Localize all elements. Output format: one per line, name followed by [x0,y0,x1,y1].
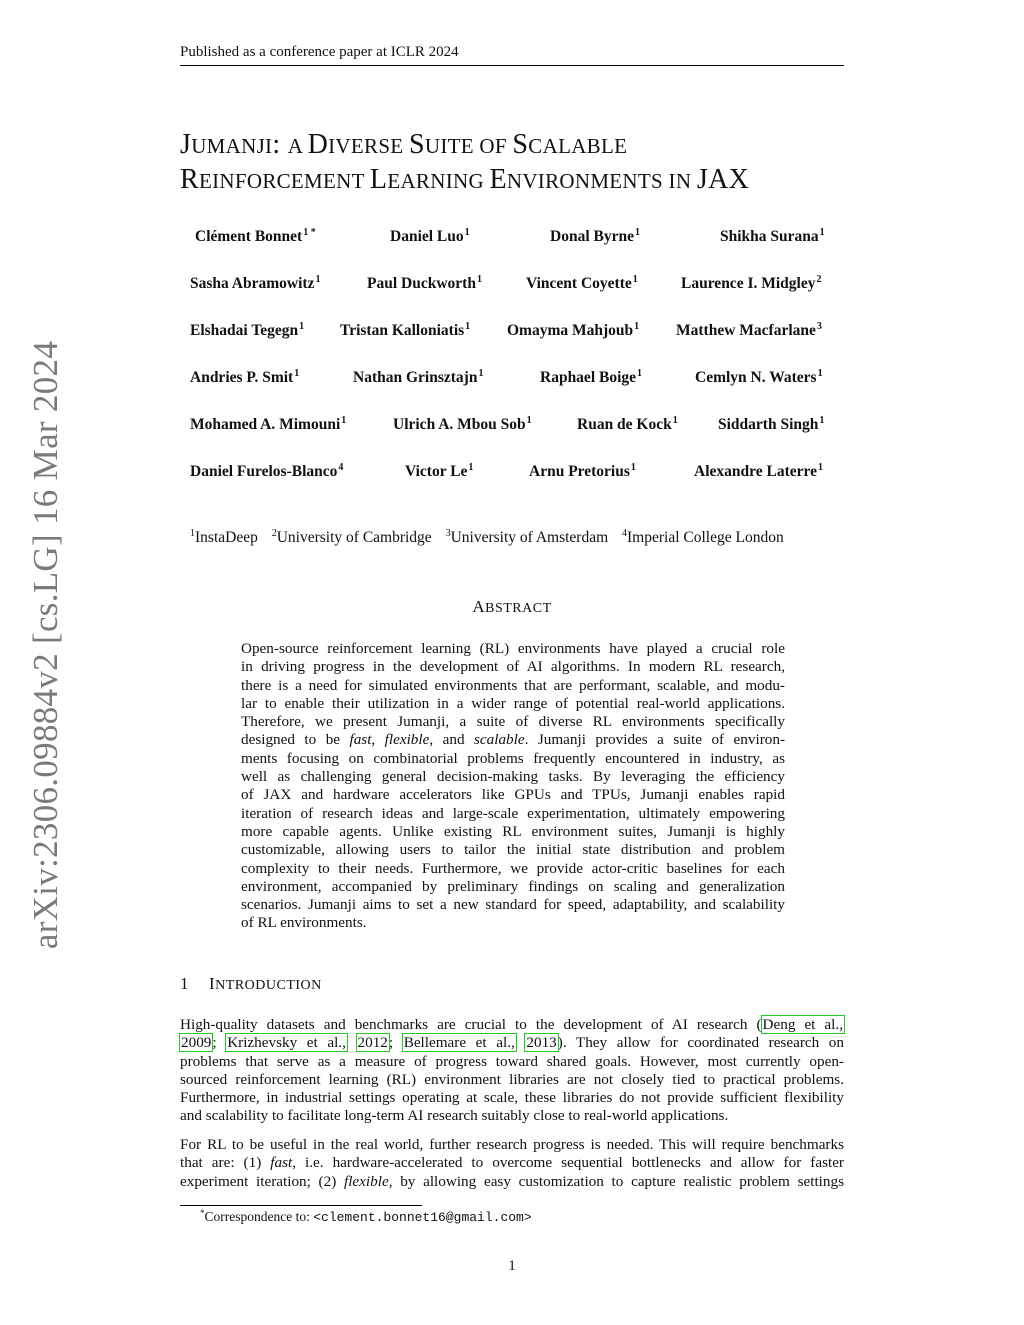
citation-link-krizhevsky[interactable]: 2012 [357,1034,388,1052]
author: Clément Bonnet$^{1 *}$ [195,227,316,245]
author-row-2 [180,274,844,298]
author: Daniel Luo$^1$ [390,227,470,245]
citation-link-krizhevsky[interactable]: Krizhevsky et al., [227,1034,346,1052]
author: Paul Duckworth$^1$ [367,274,482,292]
citation-link-deng[interactable]: 2009 [181,1034,212,1052]
author-row-5 [180,415,844,439]
header-rule [180,65,844,66]
paper-title [180,128,870,198]
author-row-3 [180,321,844,345]
intro-paragraph-2 [180,1136,844,1191]
author-row-4 [180,368,844,392]
paragraph-line: 2009; Krizhevsky et al., 2012; Bellemare et al., 2013). They allow for coordinated research on [181,1034,844,1052]
author: Vincent Coyette$^1$ [526,274,638,292]
paragraph-line: problems that serve as a measure of progress toward shared goals. However, most currently open- [180,1052,844,1070]
author: Cemlyn N. Waters$^1$ [695,368,823,386]
author: Siddarth Singh$^1$ [718,415,825,433]
affiliations [190,528,794,547]
abstract-line: customizable, allowing users to tailor the initial state distribution and problem [241,841,785,859]
abstract-text [241,640,785,933]
author: Laurence I. Midgley$^2$ [681,274,822,292]
author-row-1 [180,227,844,251]
footnote-rule [180,1205,422,1206]
venue-note: Published as a conference paper at ICLR 2024 [180,44,459,60]
author: Ulrich A. Mbou Sob$^1$ [393,415,532,433]
section-heading-introduction: 1 INTRODUCTION [180,974,322,993]
affiliation: $^2$University of Cambridge [271,528,432,546]
title-line-1: JUMANJI: A DIVERSE SUITE OF SCALABLE [180,129,628,160]
abstract-line: there is a need for simulated environments that are performant, scalable, and modu- [241,676,785,694]
affiliation: $^1$InstaDeep [190,528,258,546]
paragraph-line: and scalability to facilitate long-term AI research suitably close to real-world applications. [180,1107,729,1125]
abstract-line: of JAX and hardware accelerators like GPUs and TPUs, Jumanji enables rapid [241,786,785,804]
author: Shikha Surana$^1$ [720,227,825,245]
affiliation: $^3$University of Amsterdam [445,528,609,546]
author: Victor Le$^1$ [405,462,474,480]
page-number: 1 [508,1258,516,1274]
author: Elshadai Tegegn$^1$ [190,321,305,339]
author: Donal Byrne$^1$ [550,227,640,245]
abstract-line: more capable agents. Unlike existing RL environment suites, Jumanji is highly [241,822,785,840]
paragraph-line: sourced reinforcement learning (RL) environment libraries are not closely tied to practical problems. [180,1070,844,1088]
abstract-line: scenarios. Jumanji aims to set a new standard for speed, adaptability, and scalability [241,896,785,914]
abstract-line: ments focusing on combinatorial problems frequently encountered in industry, as [241,749,785,767]
citation-link-bellemare[interactable]: Bellemare et al., [403,1034,515,1052]
author: Matthew Macfarlane$^3$ [676,321,822,339]
footnote: *Correspondence to: <clement.bonnet16@gmail.com> [200,1208,532,1225]
abstract-line: Open-source reinforcement learning (RL) environments have played a crucial role [241,640,785,657]
paragraph-line: experiment iteration; (2) flexible, by allowing easy customization to capture realistic problem settings [180,1172,844,1190]
author: Tristan Kalloniatis$^1$ [340,321,471,339]
intro-paragraph-1 [180,1016,844,1126]
abstract-line: well as challenging general decision-making tasks. By leveraging the efficiency [241,768,785,786]
abstract-line-emphasis: designed to be fast, flexible, and scalable. Jumanji provides a suite of environ- [241,731,786,749]
paragraph-line: For RL to be useful in the real world, further research progress is needed. This will require benchmarks [180,1136,844,1153]
abstract-line: iteration of research ideas and large-scale experimentation, ultimately empowering [241,804,785,822]
affiliation: $^4$Imperial College London [622,528,784,546]
abstract-line: complexity to their needs. Furthermore, we provide actor-critic baselines for each [241,859,785,877]
paragraph-line: High-quality datasets and benchmarks are crucial to the development of AI research (Deng et al., [180,1016,843,1033]
citation-link-deng[interactable]: Deng et al., [762,1016,843,1033]
title-line-2: REINFORCEMENT LEARNING ENVIRONMENTS IN JAX [180,164,750,195]
email-link[interactable]: <clement.bonnet16@gmail.com> [313,1210,532,1225]
author: Ruan de Kock$^1$ [577,415,678,433]
citation-link-bellemare[interactable]: 2013 [526,1034,557,1052]
author: Omayma Mahjoub$^1$ [507,321,640,339]
author: Arnu Pretorius$^1$ [529,462,636,480]
author: Andries P. Smit$^1$ [190,368,300,386]
abstract-line: Therefore, we present Jumanji, a suite of diverse RL environments specifically [241,713,785,731]
abstract-line: of RL environments. [241,914,367,932]
abstract-line: in driving progress in the development of AI algorithms. In modern RL research, [241,658,785,676]
author: Raphael Boige$^1$ [540,368,643,386]
abstract-heading: ABSTRACT [472,597,552,616]
author: Nathan Grinsztajn$^1$ [353,368,484,386]
author: Mohamed A. Mimouni$^1$ [190,415,347,433]
abstract-line: environment, accompanied by preliminary findings on scaling and generalization [241,877,785,895]
abstract-line: lar to enable their utilization in a wider range of potential real-world applications. [241,694,785,712]
author: Daniel Furelos-Blanco$^4$ [190,462,344,480]
author: Alexandre Laterre$^1$ [694,462,823,480]
author-row-6 [180,462,844,486]
paragraph-line: Furthermore, in industrial settings operating at scale, these libraries do not provide sufficient flexibility [180,1089,844,1107]
paragraph-line: that are: (1) fast, i.e. hardware-accelerated to overcome sequential bottlenecks and allow for faster [180,1154,844,1172]
author: Sasha Abramowitz$^1$ [190,274,321,292]
arxiv-stamp: arXiv:2306.09884v2 [cs.LG] 16 Mar 2024 [26,340,65,950]
